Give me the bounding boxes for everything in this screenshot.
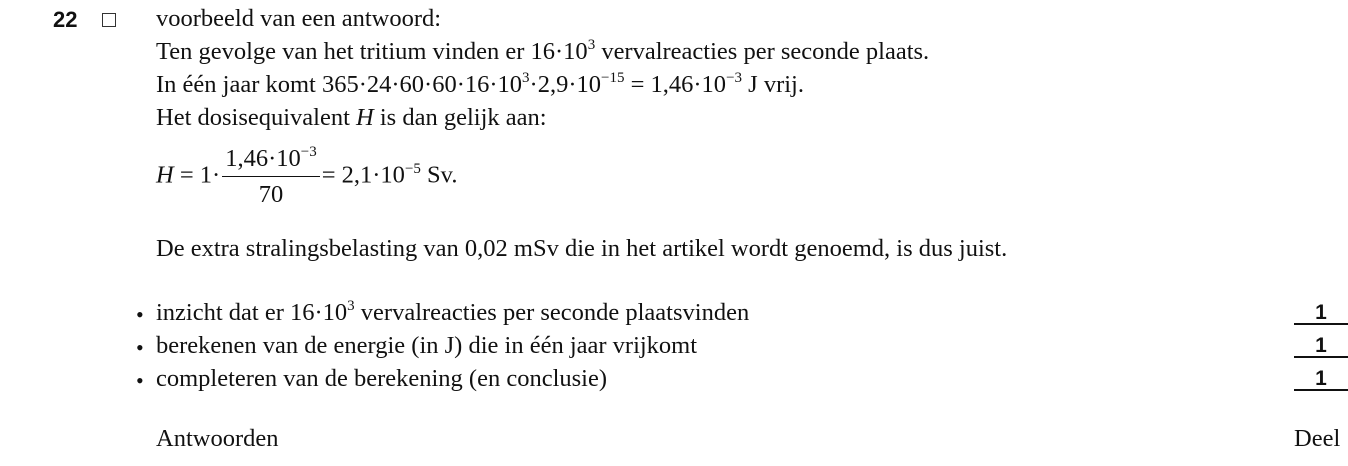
answer-line-3-var: H xyxy=(356,104,374,131)
formula-lhs-var: H xyxy=(156,161,174,189)
question-number: 22 xyxy=(53,7,78,32)
footer-left: Antwoorden xyxy=(156,425,279,452)
answer-line-1-exp: 3 xyxy=(587,37,596,53)
formula-lhs-rest: = 1· xyxy=(173,161,221,189)
formula-denominator: 70 xyxy=(258,181,284,208)
formula xyxy=(156,145,457,209)
formula-numerator-text: 1,46·10 xyxy=(225,145,301,172)
formula-numerator xyxy=(222,145,320,177)
answer-line-2-e2: −15 xyxy=(600,70,625,86)
criterion-3-text: completeren van de berekening (en conclusie) xyxy=(156,365,608,392)
answer-line-2-a: In één jaar komt 365·24·60·60·16·10 xyxy=(156,71,523,98)
formula-numerator-exp: −3 xyxy=(300,144,317,160)
criterion-1-pre: inzicht dat er 16·10 xyxy=(156,299,348,326)
formula-rhs-exp: −5 xyxy=(404,160,421,177)
formula-rhs: = 2,1·10 xyxy=(321,161,405,189)
answer-line-1 xyxy=(156,38,929,66)
footer-right: Deel xyxy=(1294,425,1341,452)
criterion-2-score: 1 xyxy=(1294,336,1348,358)
criterion-2-bullet: • xyxy=(136,335,144,360)
criterion-1-bullet: • xyxy=(136,302,144,327)
answer-line-3-post: is dan gelijk aan: xyxy=(373,104,547,131)
criterion-1-score: 1 xyxy=(1294,303,1348,325)
answer-line-2-e3: −3 xyxy=(726,70,743,86)
formula-rhs-unit: Sv. xyxy=(420,161,458,189)
answer-line-2-d: J vrij. xyxy=(742,71,804,98)
answer-line-1-post: vervalreacties per seconde plaats. xyxy=(595,38,930,65)
answer-line-2-b: ·2,9·10 xyxy=(529,71,601,98)
criterion-2-text: berekenen van de energie (in J) die in één jaar vrijkomt xyxy=(156,332,698,359)
answer-line-1-pre: Ten gevolge van het tritium vinden er 16·10 xyxy=(156,38,588,65)
criterion-1-exp: 3 xyxy=(347,298,355,314)
question-checkbox[interactable] xyxy=(102,13,116,27)
criterion-1-text xyxy=(156,299,749,327)
answer-line-2 xyxy=(156,71,804,99)
answer-intro: voorbeeld van een antwoord: xyxy=(156,5,442,32)
criterion-3-bullet: • xyxy=(136,368,144,393)
criterion-1-post: vervalreacties per seconde plaatsvinden xyxy=(354,299,750,326)
criterion-3-score: 1 xyxy=(1294,369,1348,391)
answer-line-3-pre: Het dosisequivalent xyxy=(156,104,357,131)
answer-line-2-c: = 1,46·10 xyxy=(624,71,727,98)
answer-line-3 xyxy=(156,104,547,132)
formula-fraction xyxy=(222,145,320,209)
answer-line-2-e1: 3 xyxy=(522,70,530,86)
answer-conclusion: De extra stralingsbelasting van 0,02 mSv die in het artikel wordt genoemd, is dus juist. xyxy=(156,235,1008,262)
